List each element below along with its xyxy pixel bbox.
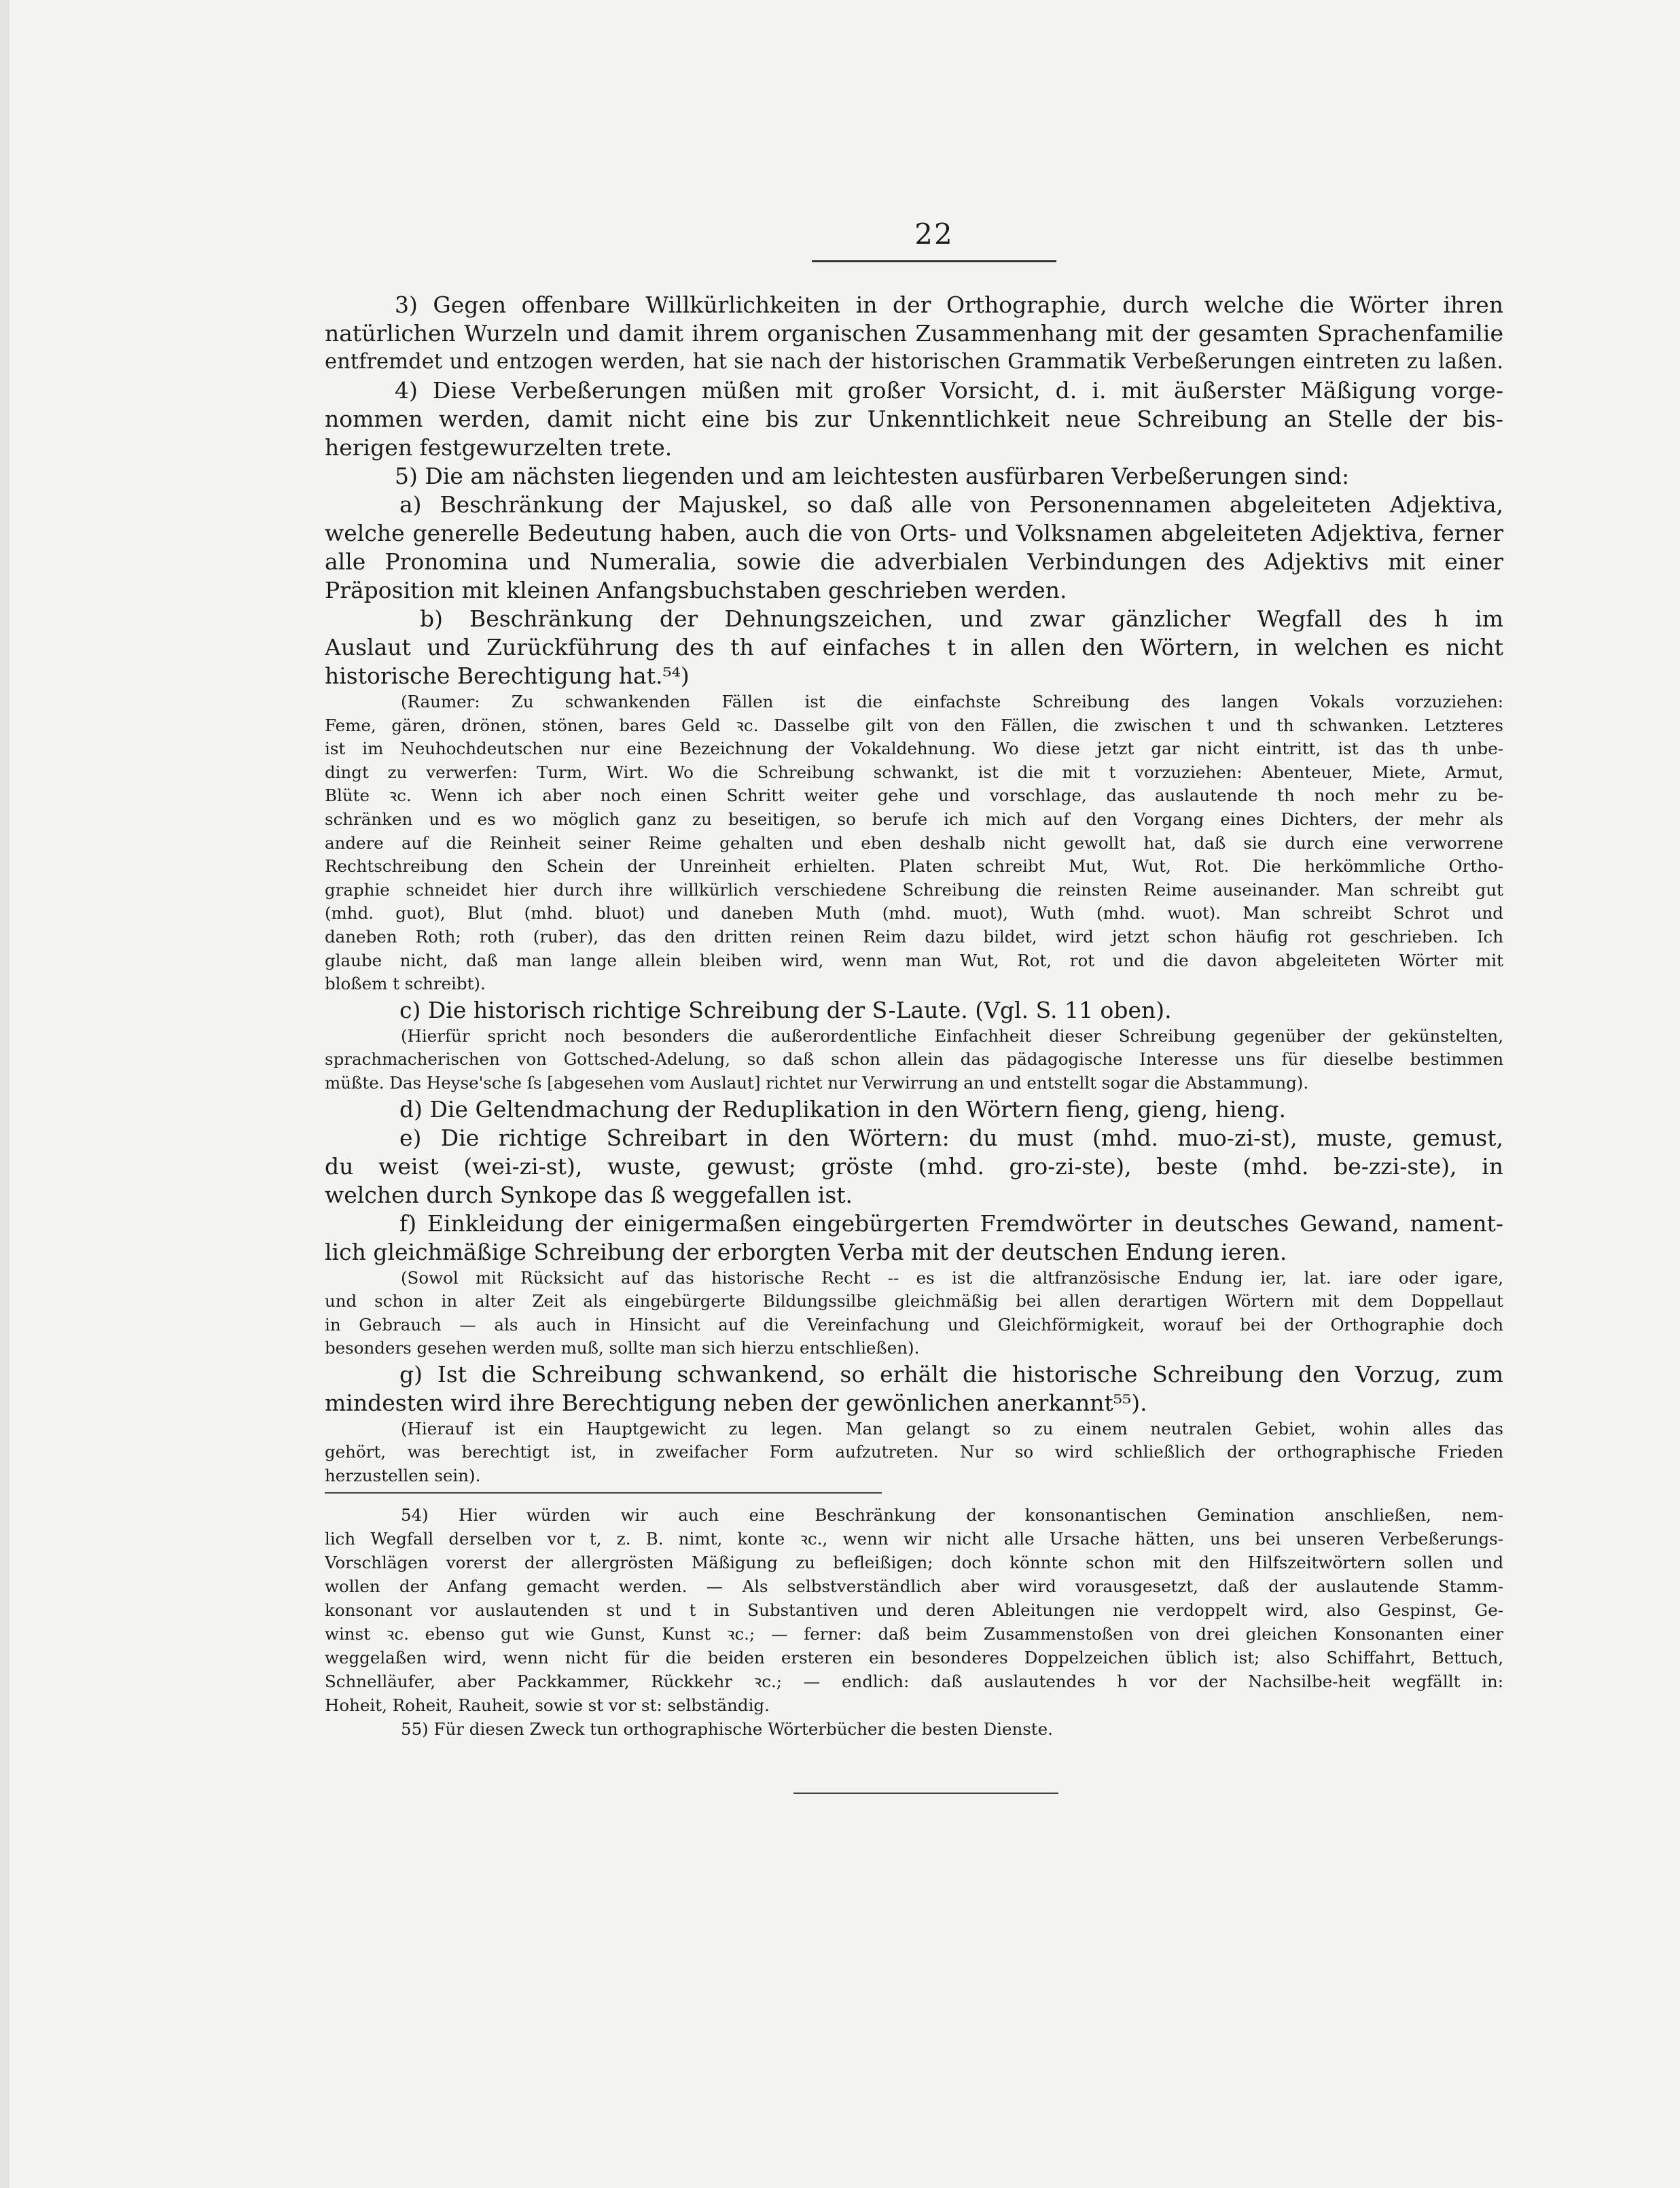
text-line: (Raumer: Zu schwankenden Fällen ist die einfachste Schreibung des langen Vokals vorzuziehen: xyxy=(401,692,1503,711)
footnote-line: Hoheit, Roheit, Rauheit, sowie st vor st: selbständig. xyxy=(325,1695,770,1715)
text-line: 3) Gegen offenbare Willkürlichkeiten in der Orthographie, durch welche die Wörter ihren xyxy=(395,292,1503,318)
text-line: du weist (wei-zi-st), wuste, gewust; gröste (mhd. gro-zi-ste), beste (mhd. be-zzi-ste), in xyxy=(325,1152,1503,1180)
text-line: ist im Neuhochdeutschen nur eine Bezeichnung der Vokaldehnung. Wo diese jetzt gar nicht eintritt, ist das th unbe- xyxy=(325,739,1503,759)
text-line: Rechtschreibung den Schein der Unreinheit erhielten. Platen schreibt Mut, Wut, Rot. Die herkömmliche Ortho- xyxy=(325,856,1503,877)
text-line: welche generelle Bedeutung haben, auch die von Orts- und Volksnamen abgeleiteten Adjektiva, ferner xyxy=(325,520,1503,546)
text-line: welchen durch Synkope das ß weggefallen ist. xyxy=(325,1181,853,1208)
text-line: (Sowol mit Rücksicht auf das historische Recht -- es ist die altfranzösische Endung ier, lat. iare oder igare, xyxy=(401,1267,1503,1288)
text-line: herzustellen sein). xyxy=(325,1466,481,1486)
text-line: (Hierauf ist ein Hauptgewicht zu legen. Man gelangt so zu einem neutralen Gebiet, wohin alles das xyxy=(401,1418,1503,1439)
page-number: 22 xyxy=(914,217,954,251)
text-line: glaube nicht, daß man lange allein bleiben wird, wenn man Wut, Rot, rot und die davon abgeleiteten Wörter mit xyxy=(325,950,1503,970)
text-line: historische Berechtigung hat.⁵⁴) xyxy=(325,663,690,689)
text-line: und schon in alter Zeit als eingebürgerte Bildungssilbe gleichmäßig bei allen derartigen Wörtern mit dem Doppellaut xyxy=(325,1291,1503,1311)
text-line: in Gebrauch — als auch in Hinsicht auf die Vereinfachung und Gleichförmigkeit, worauf bei der Orthographie doch xyxy=(325,1314,1503,1335)
footnote-line: Schnelläufer, aber Packkammer, Rückkehr ꝛc.; — endlich: daß auslautendes h vor der Nachsilbe-heit wegfällt in: xyxy=(325,1672,1503,1691)
body-text xyxy=(325,291,1503,1488)
text-line: mindesten wird ihre Berechtigung neben der gewönlichen anerkannt⁵⁵). xyxy=(325,1389,1147,1416)
text-line: bloßem t schreibt). xyxy=(325,974,486,994)
text-line: natürlichen Wurzeln und damit ihrem organischen Zusammenhang mit der gesamten Sprachenfamilie xyxy=(325,320,1503,347)
footnotes xyxy=(325,1503,1503,1741)
text-line: nommen werden, damit nicht eine bis zur Unkenntlichkeit neue Schreibung an Stelle der bis- xyxy=(325,406,1503,432)
text-line: d) Die Geltendmachung der Reduplikation in den Wörtern fieng, gieng, hieng. xyxy=(399,1095,1286,1123)
text-line: alle Pronomina und Numeralia, sowie die adverbialen Verbindungen des Adjektivs mit einer xyxy=(325,548,1503,575)
text-line: daneben Roth; roth (ruber), das den dritten reinen Reim dazu bildet, wird jetzt schon häufig rot geschrieben. Ich xyxy=(325,926,1503,947)
text-line: g) Ist die Schreibung schwankend, so erhält die historische Schreibung den Vorzug, zum xyxy=(399,1360,1503,1388)
footnote-line: wollen der Anfang gemacht werden. — Als selbstverständlich aber wird vorausgesetzt, daß der auslautende Stamm- xyxy=(325,1576,1503,1596)
text-line: müßte. Das Heyse'sche ſs [abgesehen vom Auslaut] richtet nur Verwirrung an und entstellt sogar die Abstammung). xyxy=(325,1072,1309,1093)
footnote-line: 54) Hier würden wir auch eine Beschränkung der konsonantischen Gemination anschließen, nem- xyxy=(401,1505,1503,1525)
text-line: graphie schneidet hier durch ihre willkürlich verschiedene Schreibung die reinsten Reime auseinander. Man schreibt gut xyxy=(325,879,1503,900)
footnote-line: winst ꝛc. ebenso gut wie Gunst, Kunst ꝛc.; — ferner: daß beim Zusammenstoßen von drei gleichen Konsonanten einer xyxy=(325,1624,1503,1644)
text-line: gehört, was berechtigt ist, in zweifacher Form aufzutreten. Nur so wird schließlich der orthographische Frieden xyxy=(325,1442,1503,1462)
text-line: a) Beschränkung der Majuskel, so daß alle von Personennamen abgeleiteten Adjektiva, xyxy=(399,491,1503,518)
text-line: andere auf die Reinheit seiner Reime gehalten und eben deshalb nicht gewollt hat, daß sie durch eine verworrene xyxy=(325,832,1503,853)
text-line: Blüte ꝛc. Wenn ich aber noch einen Schritt weiter gehe und vorschlage, das auslautende th noch mehr zu be- xyxy=(325,786,1503,806)
text-line: Feme, gären, drönen, stönen, bares Geld ꝛc. Dasselbe gilt von den Fällen, die zwischen t und th schwanken. Letzteres xyxy=(325,715,1503,735)
footnote-line: Vorschlägen vorerst der allergrösten Mäßigung zu befleißigen; doch könnte schon mit den Hilfszeitwörtern sollen und xyxy=(325,1553,1503,1572)
text-line: besonders gesehen werden muß, sollte man sich hierzu entschließen). xyxy=(325,1338,920,1358)
footnote-line: 55) Für diesen Zweck tun orthographische Wörterbücher die besten Dienste. xyxy=(401,1719,1053,1739)
text-line: c) Die historisch richtige Schreibung der S-Laute. (Vgl. S. 11 oben). xyxy=(399,996,1172,1023)
text-line: sprachmacherischen von Gottsched-Adelung, so daß schon allein das pädagogische Interesse uns für dieselbe bestimmen xyxy=(325,1049,1503,1070)
text-line: lich gleichmäßige Schreibung der erborgten Verba mit der deutschen Endung ieren. xyxy=(325,1238,1287,1265)
text-line: 4) Diese Verbeßerungen müßen mit großer Vorsicht, d. i. mit äußerster Mäßigung vorge- xyxy=(395,377,1503,404)
page-number-rule xyxy=(812,260,1056,262)
text-line: (Hierfür spricht noch besonders die außerordentliche Einfachheit dieser Schreibung gegenüber der gekünstelten, xyxy=(401,1025,1503,1046)
footnote-separator xyxy=(325,1492,882,1494)
end-rule xyxy=(793,1793,1058,1794)
text-line: Präposition mit kleinen Anfangsbuchstaben geschrieben werden. xyxy=(325,577,1067,603)
text-line: b) Beschränkung der Dehnungszeichen, und zwar gänzlicher Wegfall des h im xyxy=(420,605,1503,632)
footnote-line: lich Wegfall derselben vor t, z. B. nimt, konte ꝛc., wenn wir nicht alle Ursache hätten, uns bei unseren Verbeßerungs- xyxy=(325,1529,1503,1549)
text-line: 5) Die am nächsten liegenden und am leichtesten ausfürbaren Verbeßerungen sind: xyxy=(395,463,1350,489)
text-line: dingt zu verwerfen: Turm, Wirt. Wo die Schreibung schwankt, ist die mit t vorzuziehen: Abenteuer, Miete, Armut, xyxy=(325,762,1503,782)
text-line: Auslaut und Zurückführung des th auf einfaches t in allen den Wörtern, in welchen es nicht xyxy=(325,634,1503,660)
footnote-line: konsonant vor auslautenden st und t in Substantiven und deren Ableitungen nie verdoppelt wird, also Gespinst, Ge- xyxy=(325,1600,1503,1620)
page-binding-edge xyxy=(0,0,10,2188)
text-line: schränken und es wo möglich ganz zu beseitigen, so berufe ich mich auf den Vorgang eines Dichters, der mehr als xyxy=(325,809,1503,829)
footnote-line: weggelaßen wird, wenn nicht für die beiden ersteren ein besonderes Doppelzeichen üblich ist; also Schiffahrt, Bettuch, xyxy=(325,1648,1503,1668)
text-line: f) Einkleidung der einigermaßen eingebürgerten Fremdwörter in deutsches Gewand, nament- xyxy=(399,1210,1503,1237)
text-line: entfremdet und entzogen werden, hat sie nach der historischen Grammatik Verbeßerungen eintreten zu laßen. xyxy=(325,350,1503,374)
text-line: e) Die richtige Schreibart in den Wörtern: du must (mhd. muo-zi-st), muste, gemust, xyxy=(399,1124,1503,1151)
text-line: herigen festgewurzelten trete. xyxy=(325,434,673,461)
text-line: (mhd. guot), Blut (mhd. bluot) und daneben Muth (mhd. muot), Wuth (mhd. wuot). Man schreibt Schrot und xyxy=(325,903,1503,923)
